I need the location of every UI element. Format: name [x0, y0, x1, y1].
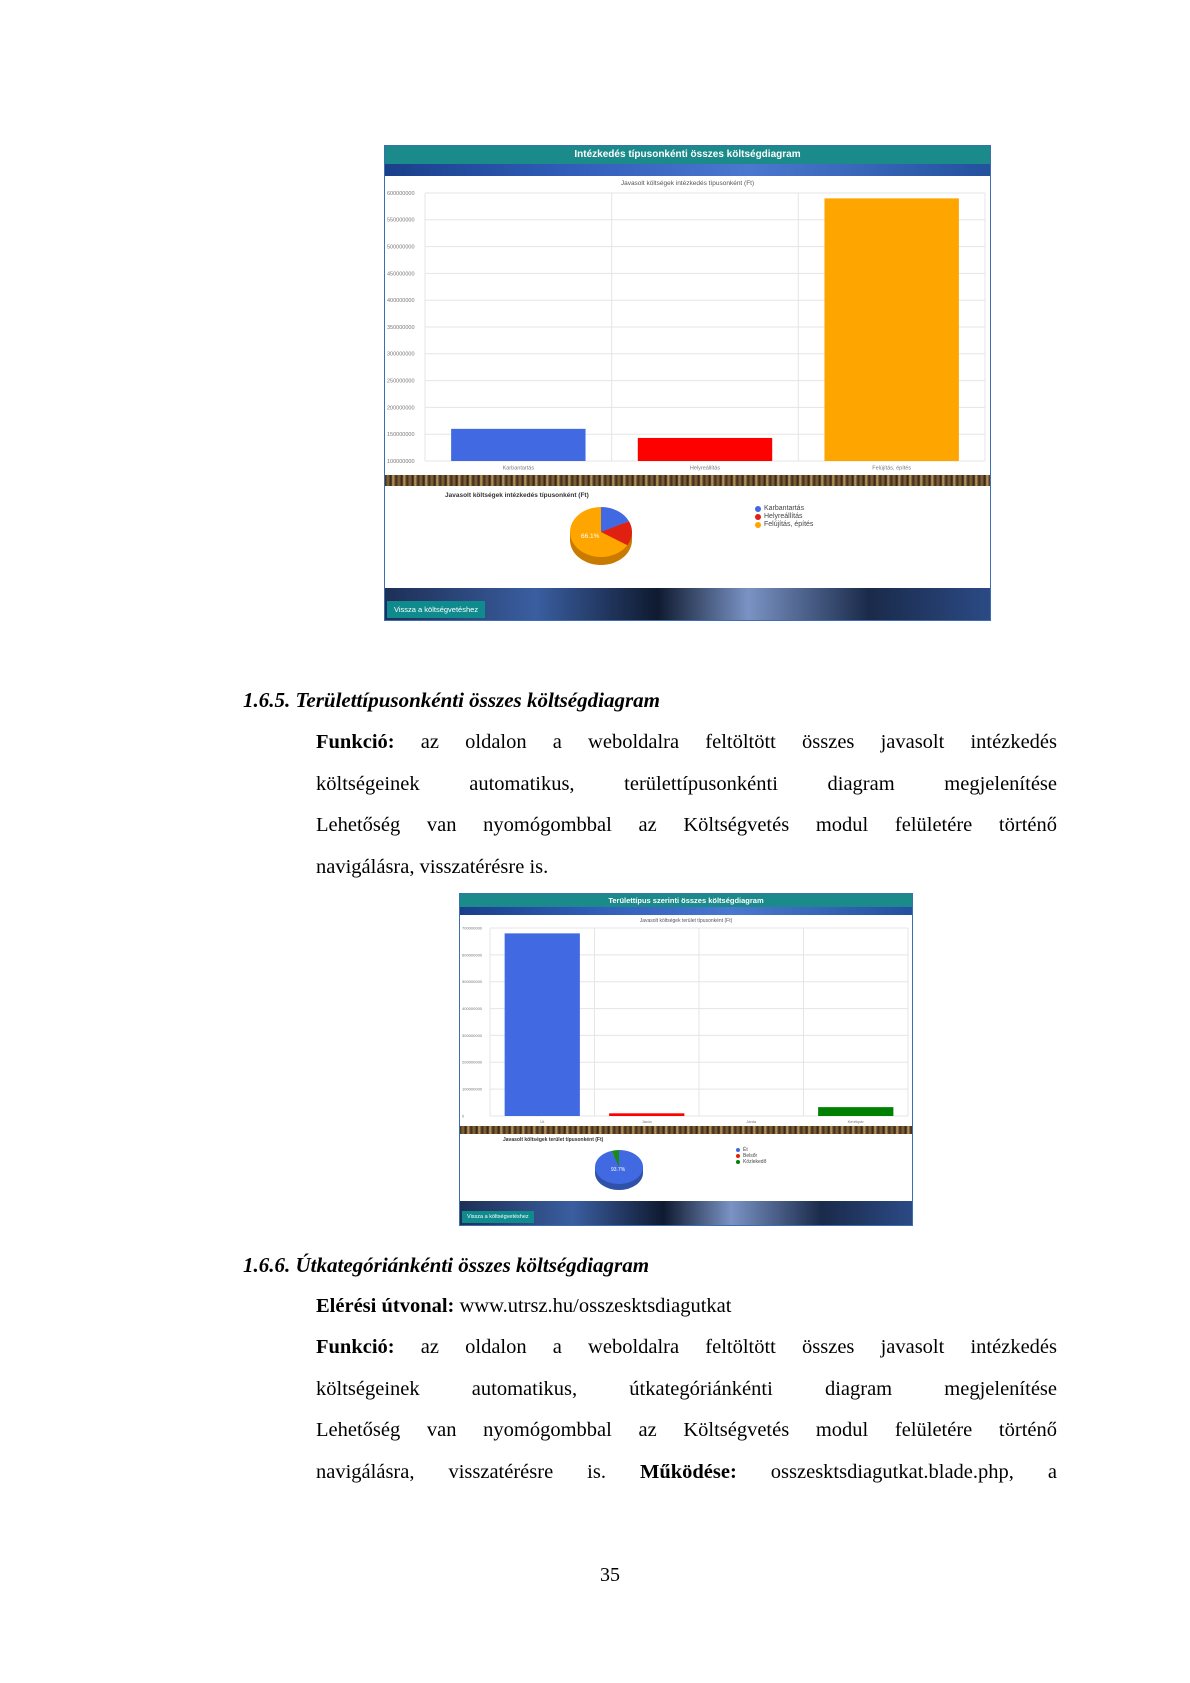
paragraph-line — [316, 1286, 1057, 1328]
y-tick-label: 700000000 — [462, 925, 483, 931]
legend-dot — [755, 506, 761, 512]
y-tick-label: 550000000 — [387, 217, 415, 224]
legend-label: Közlekedő — [743, 1159, 767, 1165]
figure-1-legend — [755, 505, 813, 528]
y-tick-label: 500000000 — [462, 979, 483, 985]
y-tick-label: 500000000 — [387, 244, 415, 251]
figure-2-screenshot — [459, 893, 913, 1226]
section-heading-1-6-6 — [243, 1253, 649, 1278]
figure-2-pie-label: 93.7% — [611, 1167, 626, 1173]
legend-dot — [736, 1154, 740, 1158]
x-tick-label: Járda — [641, 1119, 652, 1124]
legend-dot — [736, 1160, 740, 1164]
section-heading-1-6-5 — [243, 688, 660, 713]
bar-1[interactable] — [638, 438, 772, 461]
bar-0[interactable] — [451, 429, 585, 461]
y-tick-label: 300000000 — [387, 351, 415, 358]
legend-item-felujitas — [755, 521, 813, 528]
y-tick-label: 450000000 — [387, 271, 415, 278]
x-tick-label: Felújítás, építés — [872, 465, 912, 472]
legend-label: Ét — [743, 1147, 748, 1153]
page-number: 35 — [600, 1564, 620, 1586]
paragraph-line: navigálásra, visszatérésre is. — [316, 855, 549, 878]
y-tick-label: 200000000 — [387, 405, 415, 412]
func-label: Funkció: — [316, 731, 395, 753]
y-tick-label: 200000000 — [462, 1059, 483, 1065]
x-tick-label: Karbantartás — [502, 465, 535, 472]
y-tick-label: 400000000 — [462, 1005, 483, 1011]
works-label: Működése: — [639, 1460, 737, 1483]
paragraph-line: Lehetőség van nyomógombbal az Költségvetés modul felületére történő — [316, 814, 1057, 836]
y-tick-label: 150000000 — [387, 432, 415, 439]
x-tick-label: Helyreállítás — [689, 465, 721, 472]
figure-1-title: Intézkedés típusonkénti összes költségdiagram — [385, 146, 990, 164]
y-tick-label: 400000000 — [387, 298, 415, 305]
section-1-6-6-path — [316, 1286, 1057, 1328]
figure-2-title: Területtípus szerinti összes költségdiagram — [460, 894, 912, 907]
bar-0[interactable] — [505, 933, 580, 1116]
section-1-6-6-paragraph — [316, 1327, 1057, 1493]
figure-1-pie-label: 66.1% — [581, 533, 600, 540]
y-tick-label: 350000000 — [387, 324, 415, 331]
bar-2[interactable] — [824, 198, 958, 461]
figure-2-chart-title: Javasolt költségek terület típusonként (Ft) — [639, 918, 733, 924]
paragraph-line — [316, 1327, 1057, 1369]
paragraph-line: költségeinek automatikus, területtípusonkénti diagram megjelenítése — [316, 772, 1057, 795]
figure-1-chart-title: Javasolt költségek intézkedés típusonként (Ft) — [620, 180, 755, 187]
y-tick-label: 600000000 — [387, 190, 415, 197]
legend-dot — [755, 514, 761, 520]
figure-2-pie-chart — [591, 1147, 651, 1197]
y-tick-label: 100000000 — [462, 1086, 483, 1092]
figure-2-divider-strip — [460, 1126, 912, 1134]
legend-label: Felújítás, építés — [764, 521, 814, 528]
works-value: osszesktsdiagutkat.blade.php, a — [770, 1460, 1057, 1483]
y-tick-label: 0 — [462, 1113, 465, 1119]
legend-label: Karbantartás — [764, 505, 805, 512]
paragraph-line: Lehetőség van nyomógombbal az Költségvetés modul felületére történő — [316, 1419, 1057, 1441]
bar-1[interactable] — [609, 1113, 684, 1116]
figure-1-screenshot — [384, 145, 991, 621]
y-tick-label: 100000000 — [387, 458, 415, 465]
figure-2-bar-chart — [460, 894, 912, 1124]
paragraph-line: költségeinek automatikus, útkategóriánkénti diagram megjelenítése — [316, 1377, 1057, 1400]
figure-2-pie-title: Javasolt költségek terület típusonként (Ft) — [503, 1137, 604, 1143]
legend-dot — [736, 1148, 740, 1152]
figure-1-footer — [385, 588, 990, 620]
legend-item-helyreallitas — [755, 513, 813, 520]
x-tick-label: Út — [540, 1119, 545, 1124]
line-text: az oldalon a weboldalra feltöltött összes javasolt intézkedés — [420, 1336, 1058, 1358]
figure-1-pie-chart — [563, 506, 643, 576]
paragraph-line — [316, 722, 1057, 764]
line-text: navigálásra, visszatérésre is. — [316, 1460, 606, 1483]
legend-dot — [755, 522, 761, 528]
y-tick-label: 600000000 — [462, 952, 483, 958]
back-to-budget-button[interactable]: Vissza a költségvetéshez — [387, 601, 485, 618]
legend-item-kozlekedo — [736, 1159, 766, 1165]
back-to-budget-button[interactable]: Vissza a költségvetéshez — [462, 1211, 534, 1223]
figure-2-footer — [460, 1201, 912, 1225]
func-label: Funkció: — [316, 1336, 395, 1358]
figure-1-bar-chart — [385, 146, 990, 472]
y-tick-label: 300000000 — [462, 1032, 483, 1038]
legend-label: Helyreállítás — [764, 513, 803, 520]
bar-3[interactable] — [818, 1107, 893, 1116]
figure-1-pie-title: Javasolt költségek intézkedés típusonként (Ft) — [445, 492, 589, 499]
paragraph-line — [316, 1452, 1057, 1494]
legend-item-karbantartas — [755, 505, 813, 512]
line-text: az oldalon a weboldalra feltöltött összes javasolt intézkedés — [420, 731, 1058, 753]
path-value: www.utrsz.hu/osszesktsdiagutkat — [459, 1295, 732, 1317]
section-heading-text: 1.6.5. Területtípusonkénti összes költségdiagram — [243, 688, 660, 712]
x-tick-label: Kerékpár — [847, 1119, 864, 1124]
y-tick-label: 250000000 — [387, 378, 415, 385]
section-heading-text: 1.6.6. Útkategóriánkénti összes költségdiagram — [243, 1253, 650, 1277]
section-1-6-5-paragraph — [316, 722, 1057, 888]
figure-1-divider-strip — [385, 475, 990, 486]
x-tick-label: Járda — [746, 1119, 757, 1124]
path-label: Elérési útvonal: — [316, 1295, 455, 1317]
figure-2-legend — [736, 1147, 766, 1165]
legend-label: Belsőr — [743, 1153, 758, 1159]
